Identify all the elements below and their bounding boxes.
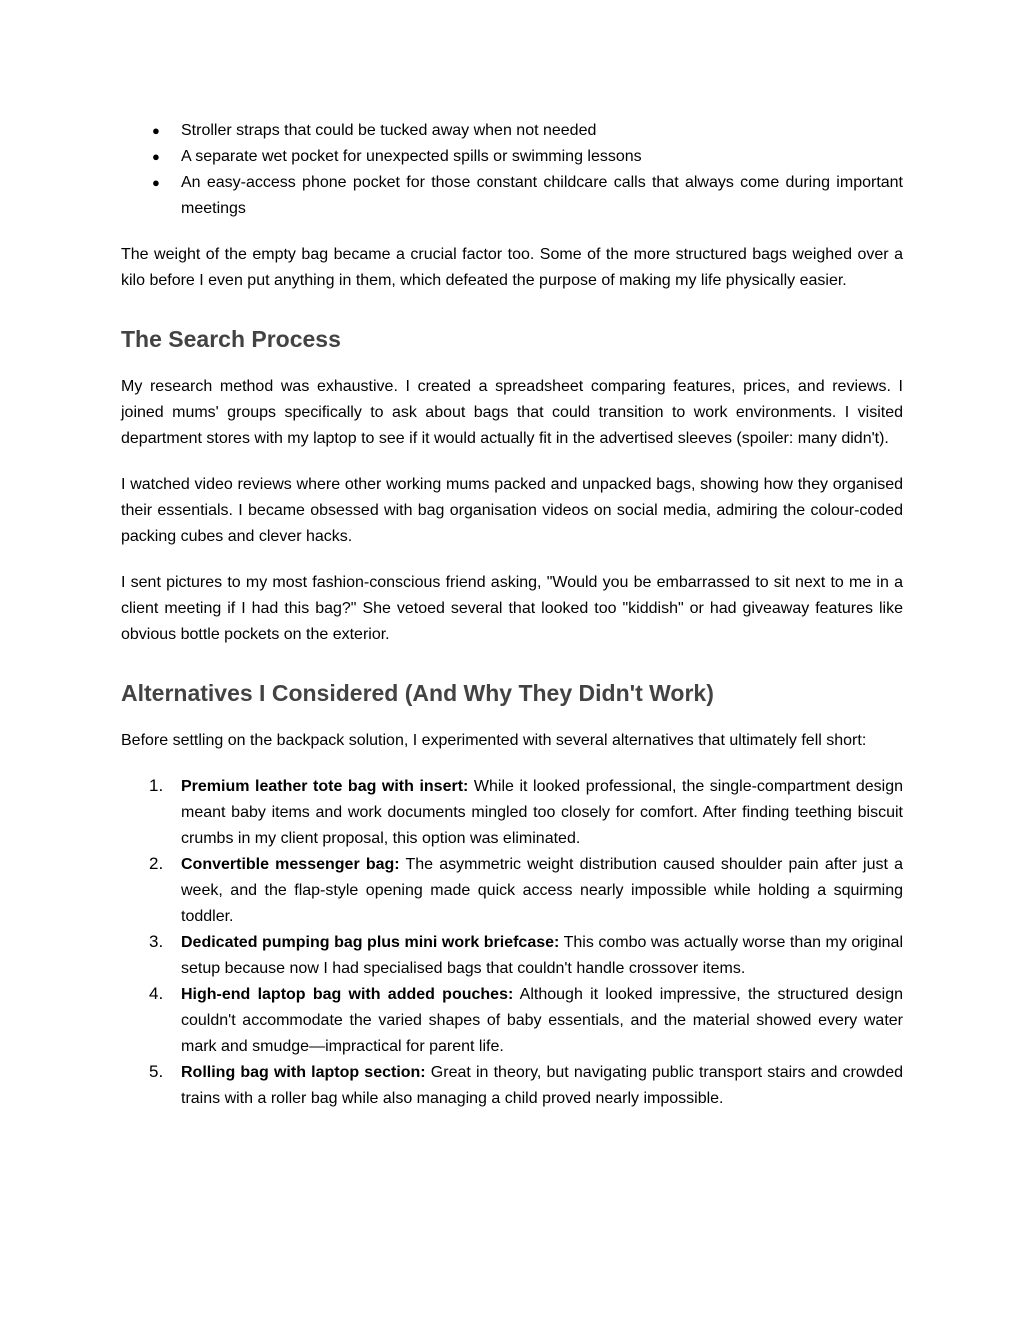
list-item-title: Convertible messenger bag: bbox=[181, 856, 400, 873]
list-item-title: High-end laptop bag with added pouches: bbox=[181, 986, 514, 1003]
list-item bbox=[121, 852, 903, 930]
list-number: 1. bbox=[149, 776, 164, 795]
list-item bbox=[121, 930, 903, 982]
list-item bbox=[121, 118, 903, 144]
list-item bbox=[121, 1060, 903, 1112]
list-item-title: Premium leather tote bag with insert: bbox=[181, 778, 469, 795]
bullet-icon: ● bbox=[152, 123, 160, 138]
list-number: 5. bbox=[149, 1062, 164, 1081]
paragraph: I watched video reviews where other working mums packed and unpacked bags, showing how they organised their essentials. I became obsessed with bag organisation videos on social media, admiring the colour-coded packing cubes and clever hacks. bbox=[121, 476, 903, 545]
list-number: 2. bbox=[149, 854, 164, 873]
list-item-text: While it looked professional, the single-compartment design meant baby items and work documents mingled too closely for comfort. After finding teething biscuit crumbs in my client proposal, this option was eliminated. bbox=[181, 778, 904, 847]
list-number: 3. bbox=[149, 932, 164, 951]
document-page bbox=[121, 118, 903, 1112]
list-item bbox=[121, 982, 903, 1060]
paragraph: My research method was exhaustive. I created a spreadsheet comparing features, prices, and reviews. I joined mums' groups specifically to ask about bags that could transition to work environments. I visited department stores with my laptop to see if it would actually fit in the advertised sleeves (spoiler: many didn't). bbox=[121, 378, 903, 447]
list-item-text: The asymmetric weight distribution caused shoulder pain after just a week, and the flap-style opening made quick access nearly impossible while holding a squirming toddler. bbox=[181, 856, 904, 925]
list-item bbox=[121, 170, 903, 222]
paragraph-intro: Before settling on the backpack solution, I experimented with several alternatives that ultimately fell short: bbox=[121, 732, 867, 749]
list-item-text: Stroller straps that could be tucked away when not needed bbox=[181, 122, 597, 139]
list-item-title: Rolling bag with laptop section: bbox=[181, 1064, 426, 1081]
list-item bbox=[121, 774, 903, 852]
paragraph-weight: The weight of the empty bag became a crucial factor too. Some of the more structured bags weighed over a kilo before I even put anything in them, which defeated the purpose of making my life physically easier. bbox=[121, 246, 903, 289]
list-item-text: This combo was actually worse than my original setup because now I had specialised bags that couldn't handle crossover items. bbox=[181, 934, 903, 977]
list-number: 4. bbox=[149, 984, 164, 1003]
bullet-icon: ● bbox=[152, 175, 160, 190]
list-item bbox=[121, 144, 903, 170]
list-item-text: Although it looked impressive, the structured design couldn't accommodate the varied shapes of baby essentials, and the material showed every water mark and smudge—impractical for parent life. bbox=[181, 986, 903, 1055]
bullet-icon: ● bbox=[152, 149, 160, 164]
paragraph: I sent pictures to my most fashion-conscious friend asking, "Would you be embarrassed to sit next to me in a client meeting if I had this bag?" She vetoed several that looked too "kiddish" or had giveaway features like obvious bottle pockets on the exterior. bbox=[121, 574, 903, 643]
list-item-text: A separate wet pocket for unexpected spills or swimming lessons bbox=[181, 148, 642, 165]
bullet-list bbox=[121, 118, 903, 222]
list-item-text: Great in theory, but navigating public transport stairs and crowded trains with a roller bag while also managing a child proved nearly impossible. bbox=[181, 1064, 903, 1107]
list-item-text: An easy-access phone pocket for those constant childcare calls that always come during important meetings bbox=[181, 174, 903, 217]
numbered-list bbox=[121, 774, 903, 1112]
section-heading-alternatives: Alternatives I Considered (And Why They Didn't Work) bbox=[121, 680, 714, 706]
list-item-title: Dedicated pumping bag plus mini work briefcase: bbox=[181, 934, 560, 951]
section-heading-search-process: The Search Process bbox=[121, 326, 341, 352]
